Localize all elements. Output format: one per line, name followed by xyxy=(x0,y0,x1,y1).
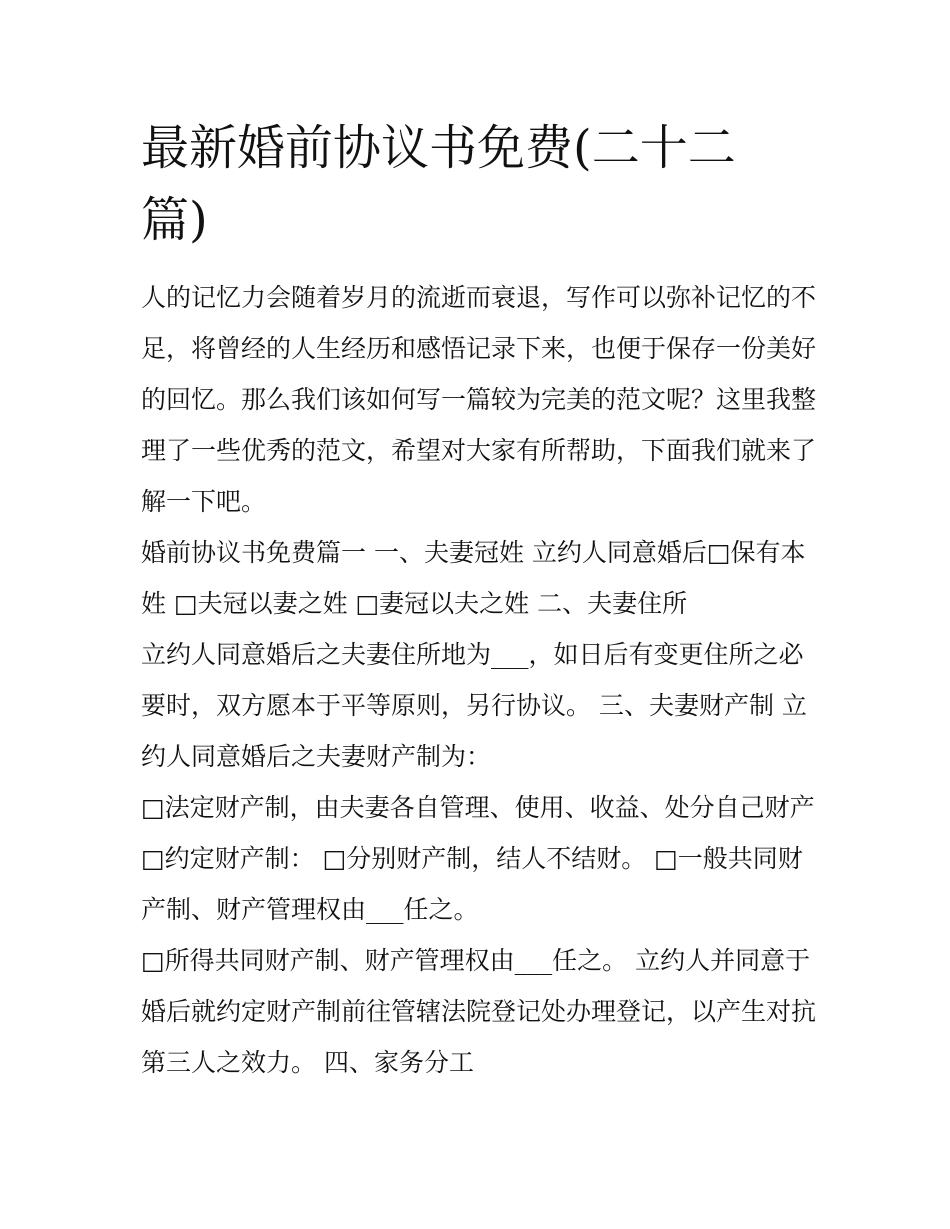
body-line-4: 理了一些优秀的范文，希望对大家有所帮助，下面我们就来了 xyxy=(141,436,817,465)
document-body xyxy=(141,272,817,1088)
document-title xyxy=(141,112,771,256)
title-line-1: 最新婚前协议书免费(二十二 xyxy=(141,120,736,176)
body-line-1: 人的记忆力会随着岁月的流逝而衰退，写作可以弥补记忆的不 xyxy=(141,283,817,312)
body-line-10: 约人同意婚后之夫妻财产制为： xyxy=(141,742,492,771)
body-line-3: 的回忆。那么我们该如何写一篇较为完美的范文呢？这里我整 xyxy=(141,385,817,414)
body-line-7: 姓 □夫冠以妻之姓 □妻冠以夫之姓 二、夫妻住所 xyxy=(141,589,688,618)
body-line-11: □法定财产制，由夫妻各自管理、使用、收益、处分自己财产 xyxy=(141,793,815,822)
body-line-15: 婚后就约定财产制前往管辖法院登记处办理登记，以产生对抗 xyxy=(141,997,817,1026)
body-line-2: 足，将曾经的人生经历和感悟记录下来，也便于保存一份美好 xyxy=(141,334,817,363)
title-line-2: 篇) xyxy=(141,192,208,248)
body-line-5: 解一下吧。 xyxy=(141,487,267,516)
body-line-8: 立约人同意婚后之夫妻住所地为___，如日后有变更住所之必 xyxy=(141,640,804,669)
document-page xyxy=(141,112,817,1088)
body-line-9: 要时，双方愿本于平等原则，另行协议。 三、夫妻财产制 立 xyxy=(141,691,807,720)
body-line-13: 产制、财产管理权由___任之。 xyxy=(141,895,479,924)
body-line-12: □约定财产制： □分别财产制，结人不结财。 □一般共同财 xyxy=(141,844,803,873)
body-line-6: 婚前协议书免费篇一 一、夫妻冠姓 立约人同意婚后□保有本 xyxy=(141,538,806,567)
body-line-14: □所得共同财产制、财产管理权由___任之。 立约人并同意于 xyxy=(141,946,811,975)
body-line-16: 第三人之效力。 四、家务分工 xyxy=(141,1048,474,1077)
